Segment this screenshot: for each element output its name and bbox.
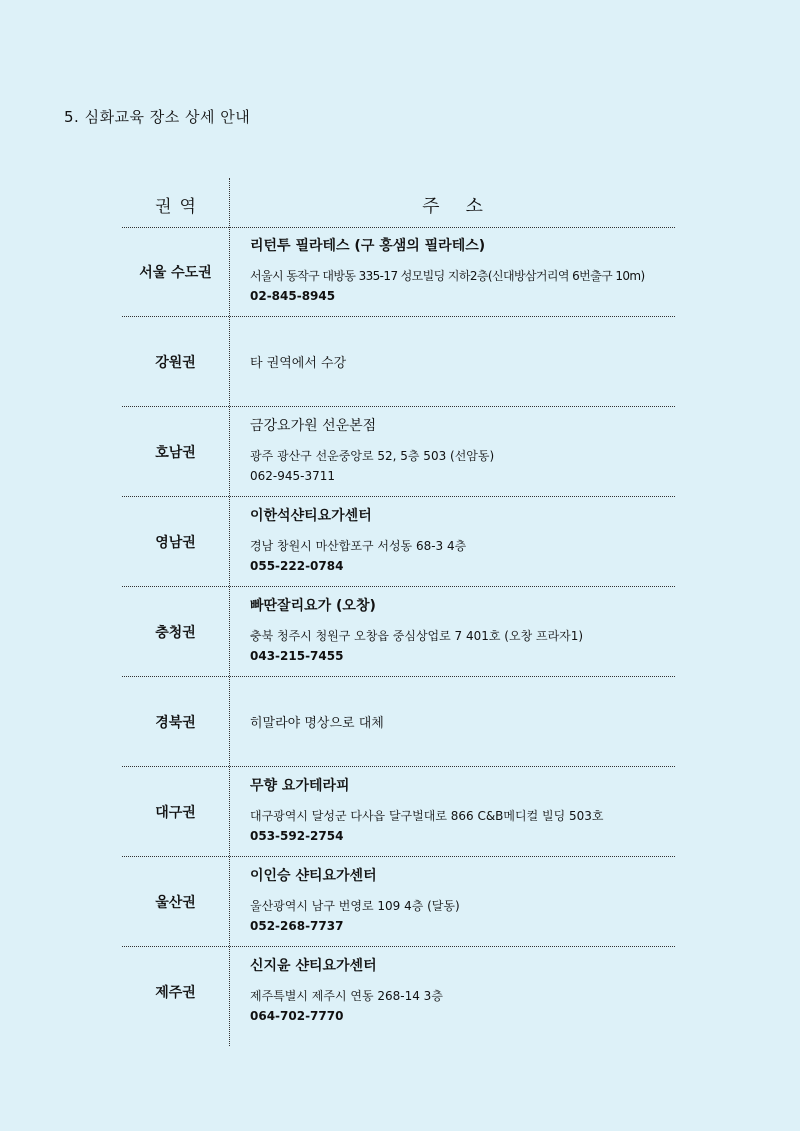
- location-table: [122, 178, 675, 1046]
- table-row: [122, 497, 675, 587]
- region-label: 경북권: [155, 714, 196, 731]
- venue-phone: 02-845-8945: [250, 289, 336, 303]
- table-row: [122, 227, 675, 317]
- table-row: [122, 407, 675, 497]
- venue-phone: 052-268-7737: [250, 919, 344, 933]
- venue-name: 금강요가원 선운본점: [250, 418, 377, 434]
- venue-address: 경남 창원시 마산합포구 서성동 68-3 4층: [250, 539, 467, 553]
- venue-phone: 053-592-2754: [250, 829, 344, 843]
- venue-address: 충북 청주시 청원구 오창읍 중심상업로 7 401호 (오창 프라자1): [250, 629, 584, 643]
- venue-address: 울산광역시 남구 번영로 109 4층 (달동): [250, 899, 460, 913]
- region-label: 서울 수도권: [139, 264, 212, 281]
- table-header: [122, 178, 675, 228]
- region-label: 제주권: [155, 984, 196, 1001]
- address-cell: [250, 677, 675, 766]
- table-row: [122, 947, 675, 1036]
- table-row: [122, 677, 675, 767]
- region-label: 울산권: [155, 894, 196, 911]
- address-cell: [250, 317, 675, 406]
- table-row: [122, 587, 675, 677]
- venue-address: 제주특별시 제주시 연동 268-14 3층: [250, 989, 443, 1003]
- venue-phone: 055-222-0784: [250, 559, 344, 573]
- venue-name: 빠딴잘리요가 (오창): [250, 598, 376, 614]
- venue-address: 광주 광산구 선운중앙로 52, 5층 503 (선암동): [250, 449, 495, 463]
- header-region: 권역: [155, 197, 204, 217]
- address-cell: [250, 857, 675, 946]
- region-label: 영남권: [155, 534, 196, 551]
- region-label: 대구권: [155, 804, 196, 821]
- region-note: 히말라야 명상으로 대체: [250, 716, 384, 731]
- region-note: 타 권역에서 수강: [250, 356, 347, 371]
- region-label: 충청권: [155, 624, 196, 641]
- venue-phone: 043-215-7455: [250, 649, 344, 663]
- venue-name: 무향 요가테라피: [250, 778, 350, 794]
- venue-name: 이한석샨티요가센터: [250, 508, 372, 524]
- address-cell: [250, 587, 675, 676]
- table-row: [122, 767, 675, 857]
- address-cell: [250, 497, 675, 586]
- page-heading: 5. 심화교육 장소 상세 안내: [64, 108, 251, 126]
- address-cell: [250, 407, 675, 496]
- venue-name: 신지윤 샨티요가센터: [250, 958, 377, 974]
- venue-name: 리턴투 필라테스 (구 홍샘의 필라테스): [250, 238, 486, 254]
- region-label: 호남권: [155, 444, 196, 461]
- table-row: [122, 857, 675, 947]
- venue-phone: 064-702-7770: [250, 1009, 344, 1023]
- venue-name: 이인승 샨티요가센터: [250, 868, 377, 884]
- address-cell: [250, 947, 675, 1036]
- address-cell: [250, 227, 675, 316]
- table-row: [122, 317, 675, 407]
- address-cell: [250, 767, 675, 856]
- venue-address: 대구광역시 달성군 다사읍 달구벌대로 866 C&B메디컬 빌딩 503호: [250, 809, 604, 823]
- venue-address: 서울시 동작구 대방동 335-17 성모빌딩 지하2층(신대방삼거리역 6번출구 10m): [250, 269, 645, 283]
- header-address: 주소: [422, 196, 509, 217]
- region-label: 강원권: [155, 354, 196, 371]
- venue-phone: 062-945-3711: [250, 469, 336, 483]
